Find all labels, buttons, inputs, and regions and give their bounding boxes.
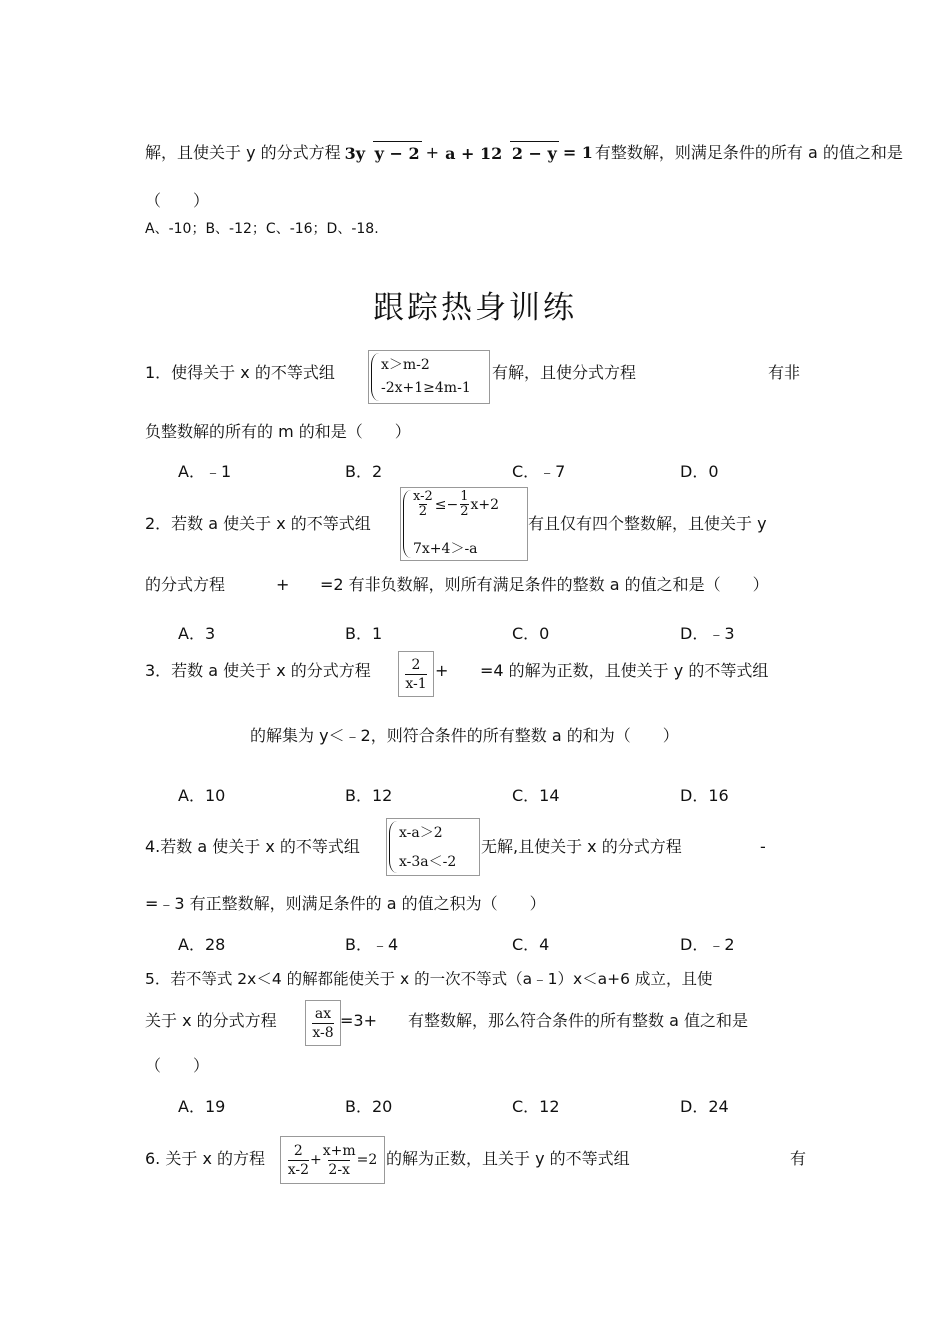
q4-line-2: =﹣3 有正整数解，则满足条件的 a 的值之积为（ ） — [145, 894, 546, 913]
q3-text-a: 3．若数 a 使关于 x 的分式方程 — [145, 661, 371, 680]
q2-option-d: D．﹣3 — [680, 624, 735, 643]
q1-inequality-system — [368, 350, 490, 404]
q2-inequality-system — [400, 487, 528, 561]
q6-text-a: 6. 关于 x 的方程 — [145, 1149, 265, 1168]
q2-line-2-plus: + — [276, 575, 290, 594]
brace-icon — [403, 490, 412, 558]
q5-option-d: D．24 — [680, 1097, 729, 1116]
q6-equation: 2 x-2 + $\frac{x+m}{2-x}$ =2 — [280, 1136, 385, 1184]
q2-text-b: 有且仅有四个整数解，且使关于 y — [528, 514, 767, 533]
top-problem-suffix: 有整数解，则满足条件的所有 a 的值之和是 — [594, 143, 903, 162]
q2-system-row-1: $\frac{x-2}{2}$ ≤− $\frac{1}{2}$ x+2 — [413, 489, 500, 519]
q4-option-c: C．4 — [512, 935, 550, 954]
section-title: 跟踪热身训练 — [373, 290, 577, 326]
top-plus: + — [425, 143, 440, 162]
q1-line-2: 负整数解的所有的 m 的和是（ ） — [145, 422, 411, 441]
q2-option-b: B．1 — [345, 624, 383, 643]
q4-text-b: 无解,且使关于 x 的分式方程 — [481, 837, 682, 856]
q3-option-d: D．16 — [680, 786, 729, 805]
q4-option-b: B．﹣4 — [345, 935, 399, 954]
q2-line-2a: 的分式方程 — [145, 575, 226, 594]
q3-text-b: =4 的解为正数，且使关于 y 的不等式组 — [480, 661, 769, 680]
q4-inequality-system — [386, 818, 480, 876]
q1-text-a: 1．使得关于 x 的不等式组 — [145, 363, 335, 382]
top-fraction-1: 3y y − 2 — [343, 141, 422, 166]
q5-paren: （ ） — [145, 1056, 210, 1075]
q1-system-row-1: x＞m-2 — [381, 357, 430, 373]
q5-text-a: 关于 x 的分式方程 — [145, 1011, 277, 1030]
top-problem-paren: （ ） — [145, 191, 210, 210]
brace-icon — [389, 821, 398, 873]
q1-option-d: D．0 — [680, 462, 719, 481]
q2-line-2b: =2 有非负数解，则所有满足条件的整数 a 的值之和是（ ） — [320, 575, 769, 594]
q1-text-c: 有非 — [768, 363, 801, 382]
q3-fraction: 2 x-1 — [398, 651, 434, 697]
top-problem-line — [145, 128, 903, 178]
q5-fraction: ax x-8 — [305, 1000, 341, 1046]
top-problem-options: A、-10；B、-12；C、-16；D、-18. — [145, 221, 379, 237]
q5-option-b: B．20 — [345, 1097, 393, 1116]
q4-option-a: A．28 — [178, 935, 226, 954]
q5-text-c: 有整数解，那么符合条件的所有整数 a 值之和是 — [408, 1011, 748, 1030]
top-fraction-2: a + 12 2 − y — [443, 141, 559, 166]
q2-option-a: A．3 — [178, 624, 216, 643]
q3-option-a: A．10 — [178, 786, 226, 805]
q2-option-c: C．0 — [512, 624, 550, 643]
q4-text-c: - — [760, 837, 766, 856]
q4-option-d: D．﹣2 — [680, 935, 735, 954]
q1-option-b: B．2 — [345, 462, 383, 481]
q1-option-a: A．﹣1 — [178, 462, 232, 481]
q4-system-row-2: x-3a＜-2 — [399, 854, 457, 870]
q4-text-a: 4.若数 a 使关于 x 的不等式组 — [145, 837, 360, 856]
q6-text-b: 的解为正数，且关于 y 的不等式组 — [386, 1149, 630, 1168]
top-problem-prefix: 解，且使关于 y 的分式方程 — [145, 143, 341, 162]
q5-line-1: 5．若不等式 2x＜4 的解都能使关于 x 的一次不等式（a﹣1）x＜a+6 成立，且使 — [145, 970, 713, 988]
q1-system-row-2: -2x+1≥4m-1 — [381, 380, 471, 396]
q3-option-b: B．12 — [345, 786, 393, 805]
q1-text-b: 有解，且使分式方程 — [492, 363, 637, 382]
brace-icon — [371, 353, 380, 401]
q5-option-a: A．19 — [178, 1097, 226, 1116]
q3-plus: + — [435, 661, 449, 680]
q2-system-row-2: 7x+4＞-a — [413, 541, 478, 557]
q1-option-c: C．﹣7 — [512, 462, 566, 481]
top-equals: = 1 — [562, 143, 593, 162]
q6-text-c: 有 — [790, 1149, 807, 1168]
q5-text-b: =3+ — [340, 1011, 377, 1030]
q4-system-row-1: x-a＞2 — [399, 825, 443, 841]
q3-line-2: 的解集为 y＜﹣2，则符合条件的所有整数 a 的和为（ ） — [250, 726, 679, 745]
q3-option-c: C．14 — [512, 786, 560, 805]
q5-option-c: C．12 — [512, 1097, 560, 1116]
q2-text-a: 2．若数 a 使关于 x 的不等式组 — [145, 514, 371, 533]
